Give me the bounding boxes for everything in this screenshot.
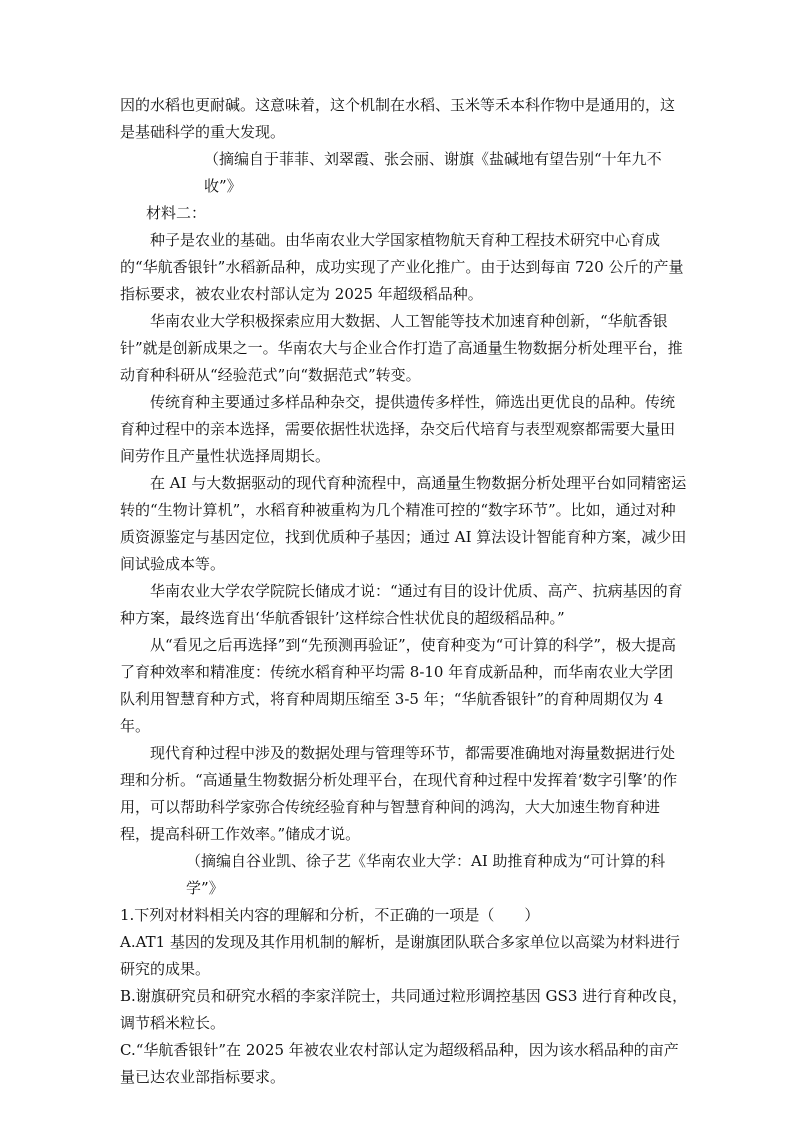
paragraph-7: 现代育种过程中涉及的数据处理与管理等环节，都需要准确地对海量数据进行处理和分析。“高通量生物数据分析处理平台，在现代育种过程中发挥着‘数字引擎’的作用，可以帮助科学家弥合传统经验育种与智慧育种间的鸿沟，大大加速生物育种进程，提高科研工作效率。”储成才说。	[120, 744, 678, 843]
source-citation-1: （摘编自于菲菲、刘翠霞、张会丽、谢旗《盐碱地有望告别“十年九不收”》	[204, 150, 662, 195]
paragraph-3: 传统育种主要通过多样品种杂交，提供遗传多样性，筛选出更优良的品种。传统育种过程中的亲本选择，需要依据性状选择，杂交后代培育与表型观察都需要大量田间劳作且产量性状选择周期长。	[120, 393, 676, 465]
document-body	[120, 92, 688, 1091]
source-citation-2: （摘编自谷业凯、徐子艺《华南农业大学：AI 助推育种成为“可计算的科学”》	[186, 852, 666, 897]
question-stem: 1.下列对材料相关内容的理解和分析，不正确的一项是（ ）	[120, 906, 540, 924]
continuation-paragraph: 因的水稻也更耐碱。这意味着，这个机制在水稻、玉米等禾本科作物中是通用的，这是基础科学的重大发现。	[120, 96, 676, 141]
paragraph-1: 种子是农业的基础。由华南农业大学国家植物航天育种工程技术研究中心育成的“华航香银针”水稻新品种，成功实现了产业化推广。由于达到每亩 720 公斤的产量指标要求，被农业农村部认定为 2025 年超级稻品种。	[120, 231, 684, 303]
paragraph-5: 华南农业大学农学院院长储成才说：“通过有目的设计优质、高产、抗病基因的育种方案，最终选育出‘华航香银针’这样综合性状优良的超级稻品种。”	[120, 582, 683, 627]
option-a: A.AT1 基因的发现及其作用机制的解析，是谢旗团队联合多家单位以高粱为材料进行研究的成果。	[120, 933, 680, 978]
paragraph-2: 华南农业大学积极探索应用大数据、人工智能等技术加速育种创新，“华航香银针”就是创新成果之一。华南农大与企业合作打造了高通量生物数据分析处理平台，推动育种科研从“经验范式”向“数据范式”转变。	[120, 312, 683, 384]
paragraph-4: 在 AI 与大数据驱动的现代育种流程中，高通量生物数据分析处理平台如同精密运转的“生物计算机”，水稻育种被重构为几个精准可控的“数字环节”。比如，通过对种质资源鉴定与基因定位，找到优质种子基因；通过 AI 算法设计智能育种方案，减少田间试验成本等。	[120, 474, 687, 573]
material-2-label: 材料二：	[146, 204, 207, 222]
option-c: C.“华航香银针”在 2025 年被农业农村部认定为超级稻品种，因为该水稻品种的亩产量已达农业部指标要求。	[120, 1041, 679, 1086]
option-b: B.谢旗研究员和研究水稻的李家洋院士，共同通过粒形调控基因 GS3 进行育种改良，调节稻米粒长。	[120, 987, 688, 1032]
paragraph-6: 从“看见之后再选择”到“先预测再验证”，使育种变为“可计算的科学”，极大提高了育种效率和精准度：传统水稻育种平均需 8-10 年育成新品种，而华南农业大学团队利用智慧育种方式，将育种周期压缩至 3-5 年；“华航香银针”的育种周期仅为 4 年。	[120, 636, 677, 735]
